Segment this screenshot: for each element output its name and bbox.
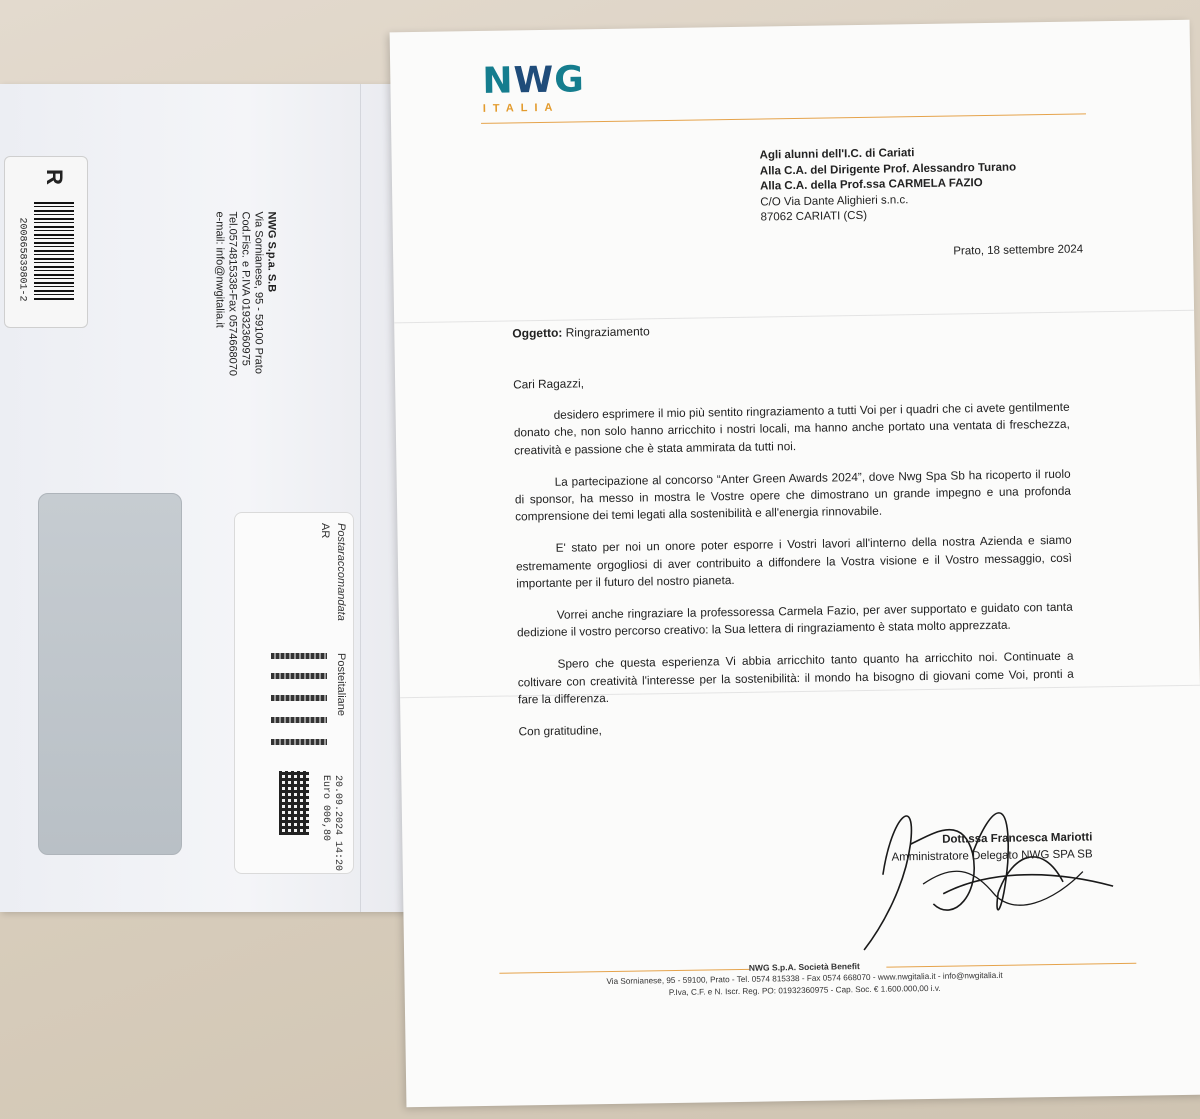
logo-letter: G (553, 59, 586, 101)
recipient-line: Agli alunni dell'I.C. di Cariati (759, 147, 915, 162)
registered-mark: R (41, 169, 67, 185)
sender-street: Via Sornianese, 95 - 59100 Prato (252, 211, 265, 374)
body-paragraph: Spero che questa esperienza Vi abbia arricchito tanto quanto ha arricchito noi. Continuate a coltivare con creatività l'interesse per la sostenibilità: il mondo ha bisogno di giovani come Voi, pronti a fare la differenza. (517, 649, 1074, 707)
recipient-block (759, 143, 1090, 226)
postage-carrier: Posteitaliane (335, 653, 347, 716)
body-paragraph: desidero esprimere il mio più sentito ringraziamento a tutti Voi per i quadri che ci avete gentilmente donato che, non solo hanno arricchito i nostri locali, ma hanno anche portato una ventata di freschezza, creatività e passione che è stata ammirata da tutti noi. (513, 399, 1070, 458)
signatory-block (822, 829, 1093, 867)
signatory-name: Dott.ssa Francesca Mariotti (942, 831, 1093, 846)
envelope (0, 84, 410, 912)
header-rule (481, 113, 1086, 124)
letter (390, 20, 1200, 1107)
company-logo (482, 59, 585, 102)
footer-company: NWG S.p.A. Società Benefit (748, 961, 860, 973)
logo-letter: N (482, 60, 514, 102)
qr-code (279, 771, 309, 835)
footer-registration: P.Iva, C.F. e N. Iscr. Reg. PO: 01932360975 - Cap. Soc. € 1.600.000,00 i.v. (668, 983, 941, 998)
envelope-flap-edge (360, 84, 361, 912)
redacted-line (271, 717, 327, 723)
letter-date: Prato, 18 settembre 2024 (953, 243, 1084, 258)
postage-amount: Euro 006,80 (320, 775, 331, 842)
logo-letter: W (513, 59, 555, 102)
barcode (34, 202, 74, 302)
redacted-line (271, 739, 327, 745)
sender-fiscal: Cod.Fisc. e P.IVA 01932360975 (239, 211, 252, 366)
subject-label: Oggetto: (512, 325, 563, 341)
salutation: Cari Ragazzi, (513, 376, 585, 392)
recipient-line: Alla C.A. del Dirigente Prof. Alessandro Turano (759, 161, 1017, 178)
envelope-window (38, 493, 182, 855)
sender-address (213, 212, 278, 402)
subject-value: Ringraziamento (565, 324, 650, 340)
postage-date-time: 20.09.2024 14:20 (332, 775, 343, 872)
body-paragraph: La partecipazione al concorso “Anter Green Awards 2024”, dove Nwg Spa Sb ha ricoperto il ruolo di sponsor, ha messo in mostra le Vostre opere che dimostrano un grande impegno e una profonda comprensione dei temi legati alla sostenibilità e all'energia rinnovabile. (514, 466, 1072, 524)
recipient-line: C/O Via Dante Alighieri s.n.c. (760, 193, 909, 209)
redacted-line (271, 673, 327, 679)
sender-email: e-mail: info@nwgitalia.it (213, 211, 226, 328)
subject-line (512, 324, 650, 340)
postage-service: Postaraccomandata (335, 523, 347, 621)
letter-footer (484, 956, 1124, 1002)
fold-line (394, 310, 1194, 324)
closing: Con gratitudine, (518, 723, 603, 739)
letter-body (513, 368, 1075, 756)
postage-ar: AR (319, 523, 331, 539)
recipient-line: 87062 CARIATI (CS) (760, 209, 868, 224)
sender-phone-fax: Tel.0574815338-Fax 0574668070 (226, 211, 239, 377)
company-logo-subtitle: ITALIA (482, 101, 560, 115)
barcode-number: 200865839801-2 (16, 217, 28, 302)
body-paragraph: Vorrei anche ringraziare la professoressa Carmela Fazio, per aver supportato e guidato con tanta dedizione il vostro percorso creativo: la Sua lettera di ringraziamento è stata molto apprezzata. (516, 599, 1073, 640)
signatory-role: Amministratore Delegato NWG SPA SB (891, 848, 1093, 864)
redacted-line (271, 653, 327, 659)
body-paragraph: E' stato per noi un onore poter esporre i Vostri lavori all'interno della nostra Azienda e siamo estremamente orgogliosi di aver contribuito a diffondere la Vostra visione e il Vostro messaggio, così importante per il futuro del nostro pianeta. (515, 533, 1073, 591)
recipient-line: Alla C.A. della Prof.ssa CARMELA FAZIO (759, 177, 983, 193)
footer-contact: Via Sornianese, 95 - 59100, Prato - Tel. 0574 815338 - Fax 0574 668070 - www.nwgitalia.it - info@nwgitalia.it (606, 970, 1003, 987)
sender-name: NWG S.p.a. S.B (265, 211, 278, 293)
redacted-line (271, 695, 327, 701)
postage-receipt (234, 512, 354, 874)
